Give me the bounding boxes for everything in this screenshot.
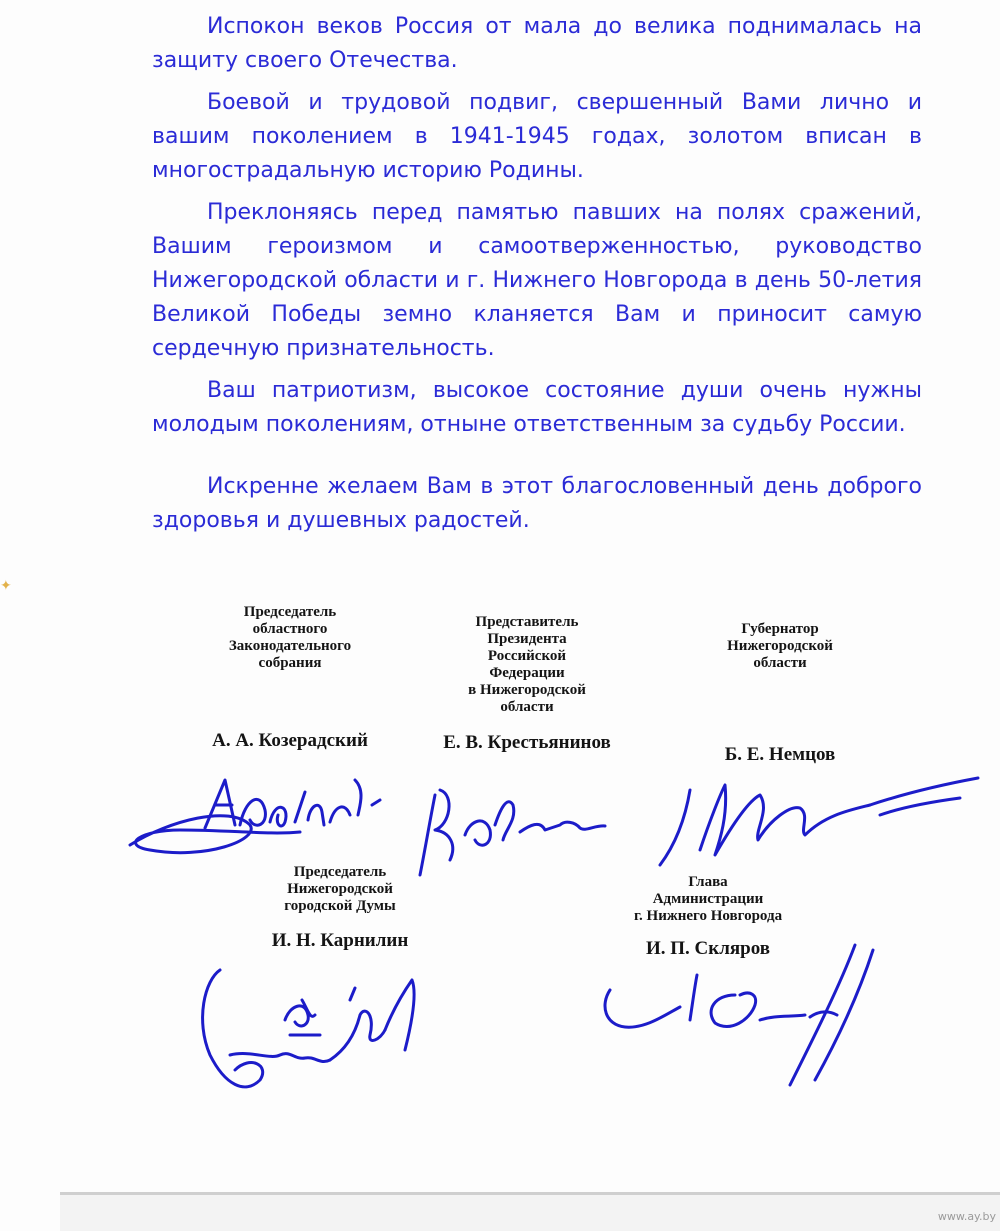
closing-paragraph: Искренне желаем Вам в этот благословенный день доброго здоровья и душевных радостей. (152, 474, 922, 533)
signatory-title: Представитель Президента Российской Федерации в Нижегородской области (468, 614, 586, 715)
signature-krestyaninov (395, 770, 625, 890)
signatory-title: Глава Администрации г. Нижнего Новгорода (633, 874, 783, 924)
letter-body (152, 10, 922, 546)
watermark: www.ay.by (937, 1210, 996, 1223)
margin-stain: ✦ (0, 578, 12, 594)
signatory-block-1 (170, 604, 410, 752)
signature-sklyarov (575, 935, 905, 1095)
scan-background (60, 1195, 1000, 1231)
signatory-block-3 (665, 621, 895, 766)
signatory-name: Е. В. Крестьянинов (443, 732, 611, 753)
signatory-name: А. А. Козерадский (212, 730, 368, 751)
signatory-title: Председатель областного Законодательного собрания (228, 604, 352, 671)
signature-nemtsov (640, 760, 985, 875)
signatory-title: Губернатор Нижегородской области (727, 621, 833, 671)
paragraph-3: Преклоняясь перед памятью павших на полях сражений, Вашим героизмом и самоотверженностью, руководство Нижегородской области и г. Нижнего Новгорода в день 50-летия Великой Победы земно кланяется Вам и приносит самую сердечную признательность. (152, 200, 922, 361)
signatory-block-2 (412, 614, 642, 754)
signatory-name: Б. Е. Немцов (724, 744, 836, 765)
signatory-name: И. Н. Карнилин (271, 930, 409, 951)
signatory-title: Председатель Нижегородской городской Думы (284, 864, 396, 914)
signatory-name: И. П. Скляров (645, 938, 771, 959)
signature-karnilin (190, 960, 440, 1105)
paragraph-1: Испокон веков Россия от мала до велика поднималась на защиту своего Отечества. (152, 14, 922, 73)
paragraph-2: Боевой и трудовой подвиг, свершенный Вами лично и вашим поколением в 1941-1945 годах, золотом вписан в многострадальную историю Родины. (152, 90, 922, 183)
paragraph-4: Ваш патриотизм, высокое состояние души очень нужны молодым поколениям, отныне ответственным за судьбу России. (152, 378, 922, 437)
signature-kozeradsky (110, 750, 410, 870)
